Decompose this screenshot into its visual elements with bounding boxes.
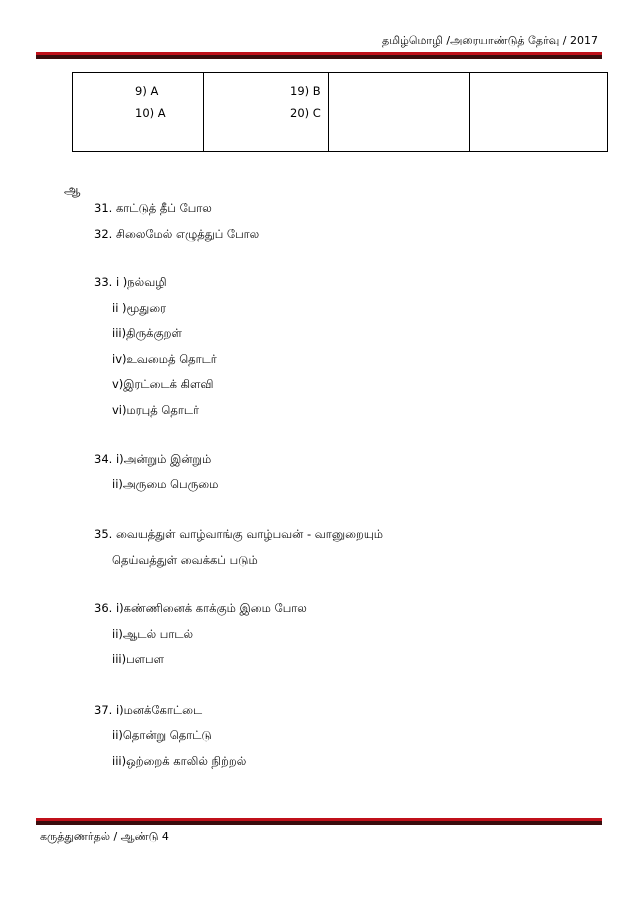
answer-31: 31. காட்டுத் தீப் போல — [94, 201, 212, 215]
answer-36-iii: iii)பளபள — [112, 652, 164, 666]
table-cell-answers-1 — [73, 73, 204, 152]
table-row — [73, 73, 608, 152]
answer-37-label: 37. i)மனக்கோட்டை — [94, 703, 203, 717]
answer-33-iv: iv)உவமைத் தொடர் — [112, 352, 217, 366]
answer-36-label: 36. i)கண்ணினைக் காக்கும் இமை போல — [94, 601, 307, 615]
header-title: தமிழ்மொழி /அரையாண்டுத் தேர்வு / 2017 — [382, 34, 598, 47]
table-cell-answers-2 — [204, 73, 329, 152]
answer-35-label: 35. வையத்துள் வாழ்வாங்கு வாழ்பவன் - வானுறையும் — [94, 527, 383, 541]
answer-34-ii: ii)அருமை பெருமை — [112, 477, 219, 491]
answer-table — [72, 72, 608, 152]
answer-33-ii: ii )மூதுரை — [112, 301, 167, 315]
answer-33-label: 33. i )நல்வழி — [94, 275, 167, 289]
answer-37-iii: iii)ஒற்றைக் காலில் நிற்றல் — [112, 754, 247, 768]
answer-10: 10) A — [135, 106, 166, 120]
answer-36-ii: ii)ஆடல் பாடல் — [112, 627, 194, 641]
footer-text: கருத்துணர்தல் / ஆண்டு 4 — [40, 830, 169, 843]
answer-33-iii: iii)திருக்குறள் — [112, 326, 182, 340]
table-cell-empty-1 — [329, 73, 470, 152]
answer-33-vi: vi)மரபுத் தொடர் — [112, 403, 199, 417]
answer-34-label: 34. i)அன்றும் இன்றும் — [94, 452, 212, 466]
answer-35-line2: தெய்வத்துள் வைக்கப் படும் — [112, 553, 258, 567]
answer-33-v: v)இரட்டைக் கிளவி — [112, 377, 214, 391]
answer-37-ii: ii)தொன்று தொட்டு — [112, 728, 212, 742]
table-cell-empty-2 — [470, 73, 608, 152]
header-rule-dark — [36, 55, 602, 59]
section-letter: ஆ — [64, 183, 81, 198]
answer-20: 20) C — [290, 106, 321, 120]
answer-19: 19) B — [290, 84, 321, 98]
answer-32: 32. சிலைமேல் எழுத்துப் போல — [94, 227, 260, 241]
answer-9: 9) A — [135, 84, 159, 98]
footer-rule-dark — [36, 821, 602, 825]
